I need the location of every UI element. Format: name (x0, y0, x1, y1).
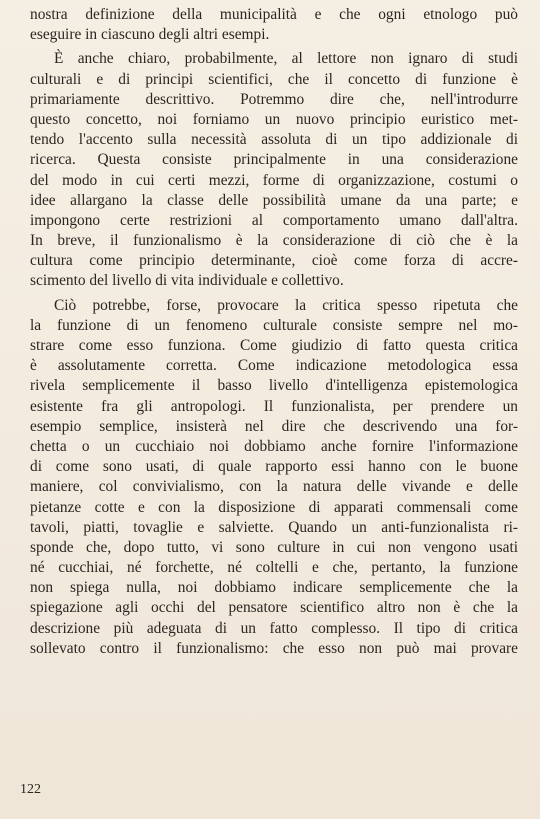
text-line: sollevato contro il funzionalismo: che esso non può mai provare (30, 639, 518, 657)
text-line: primariamente descrittivo. Potremmo dire che, nell'introdurre (30, 90, 518, 108)
text-line: strare come esso funziona. Come giudizio di fatto questa critica (30, 337, 518, 354)
text-line: maniere, col convivialismo, con la natura delle vivande e delle (30, 478, 518, 496)
text-line: è assolutamente corretta. Come indicazione metodologica essa (30, 357, 518, 375)
page-number: 122 (20, 782, 41, 797)
paragraph (30, 296, 518, 659)
text-line: In breve, il funzionalismo è la considerazione di ciò che è la (30, 232, 518, 250)
text-line: di come sono usati, di quale rapporto essi hanno con le buone (30, 458, 518, 476)
text-line: È anche chiaro, probabilmente, al lettore non ignaro di studi (54, 50, 518, 68)
text-line: nostra definizione della municipalità e che ogni etnologo può (30, 6, 518, 23)
text-line: chetta o un cucchiaio noi dobbiamo anche fornire l'informazione (30, 437, 518, 455)
text-line: spiegazione agli occhi del pensatore scientifico altro non è che la (30, 599, 518, 617)
text-line: rivela semplicemente il basso livello d'intelligenza epistemologica (30, 377, 518, 395)
text-line: tavoli, piatti, tovaglie e salviette. Quando un anti-funzionalista ri- (30, 518, 518, 536)
text-line: né cucchiai, né forchette, né coltelli e che, pertanto, la funzione (30, 559, 518, 577)
text-line: culturali e di principi scientifici, che il concetto di funzione è (30, 70, 518, 88)
text-line: cultura come principio determinante, cioè come forza di accre- (30, 252, 518, 270)
text-line: del modo in cui certi mezzi, forme di organizzazione, costumi o (30, 171, 518, 189)
text-line: ricerca. Questa consiste principalmente in una considerazione (30, 151, 518, 169)
text-line: non spiega nulla, noi dobbiamo indicare semplicemente che la (30, 579, 518, 597)
text-line: Ciò potrebbe, forse, provocare la critica spesso ripetuta che (54, 296, 518, 314)
text-line: esempio semplice, insisterà nel dire che descrivendo una for- (30, 417, 518, 435)
text-line: pietanze cotte e con la disposizione di apparati commensali come (30, 498, 518, 516)
text-line: la funzione di un fenomeno culturale consiste sempre nel mo- (30, 316, 518, 334)
paragraph (30, 5, 518, 45)
text-line: descrizione più adeguata di un fatto complesso. Il tipo di critica (30, 619, 518, 637)
text-line: scimento del livello di vita individuale e collettivo. (30, 272, 344, 290)
text-line: tendo l'accento sulla necessità assoluta di un tipo addizionale di (30, 131, 518, 149)
text-line: esistente fra gli antropologi. Il funzionalista, per prendere un (30, 397, 518, 415)
text-line: sponde che, dopo tutto, vi sono culture in cui non vengono usati (30, 538, 518, 556)
text-line: idee allargano la classe delle possibilità umane da una parte; e (30, 191, 518, 209)
text-line: impongono certe restrizioni al comportamento umano dall'altra. (30, 211, 518, 229)
text-body (30, 5, 518, 659)
text-line: questo concetto, noi forniamo un nuovo principio euristico met- (30, 110, 518, 128)
text-line: eseguire in ciascuno degli altri esempi. (30, 26, 270, 44)
paragraph (30, 49, 518, 291)
